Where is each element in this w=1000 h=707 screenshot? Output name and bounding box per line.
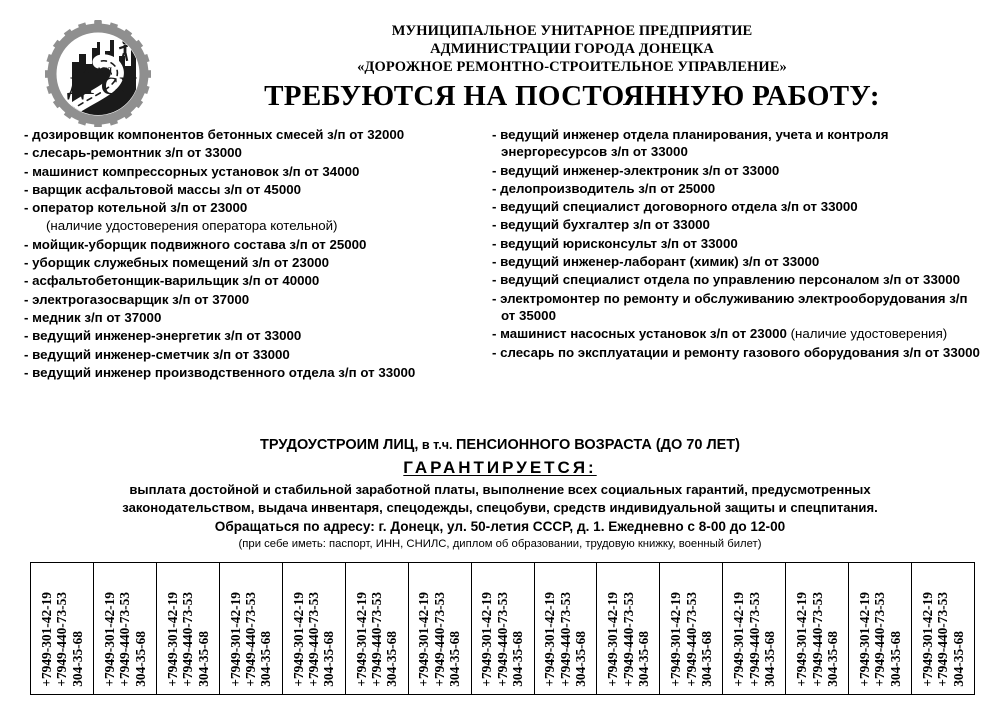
- tear-off-tab[interactable]: [346, 563, 409, 694]
- tear-off-tab[interactable]: [31, 563, 94, 694]
- tear-off-phone-1: 304-35-68: [824, 631, 840, 687]
- contact-address: Обращаться по адресу: г. Донецк, ул. 50-летия СССР, д. 1. Ежедневно с 8-00 до 12-00: [214, 519, 786, 534]
- tear-off-tabs-row: [30, 562, 975, 695]
- tear-off-phone-2: +7949-440-73-53: [683, 592, 699, 687]
- tear-off-tab[interactable]: [786, 563, 849, 694]
- logo-small-text: МУП АГД: [74, 66, 113, 75]
- tear-off-phone-1: 304-35-68: [69, 631, 85, 687]
- tear-off-phone-1: 304-35-68: [195, 631, 211, 687]
- vacancy-subnote: (наличие удостоверения оператора котельной): [46, 218, 338, 234]
- tear-off-phone-2: +7949-440-73-53: [809, 592, 825, 687]
- tear-off-phone-2: +7949-440-73-53: [872, 592, 888, 687]
- vacancy-item: - уборщик служебных помещений з/п от 23000: [24, 255, 330, 271]
- tear-off-phone-2: +7949-440-73-53: [620, 592, 636, 687]
- logo-large-text: ДРСУ: [67, 73, 138, 100]
- vacancy-item: - асфальтобетонщик-варильщик з/п от 40000: [24, 273, 320, 289]
- vacancy-item: - дозировщик компонентов бетонных смесей з/п от 32000: [24, 127, 405, 142]
- tear-off-phone-3: +7949-301-42-19: [290, 592, 306, 687]
- tear-off-phone-2: +7949-440-73-53: [306, 592, 322, 687]
- vacancy-item: - электрогазосварщик з/п от 37000: [24, 291, 250, 307]
- employment-prefix: ТРУДОУСТРОИМ ЛИЦ,: [260, 437, 419, 453]
- tear-off-phone-3: +7949-301-42-19: [794, 592, 810, 687]
- tear-off-phone-2: +7949-440-73-53: [243, 592, 259, 687]
- tear-off-phone-1: 304-35-68: [887, 631, 903, 687]
- org-line-3: «ДОРОЖНОЕ РЕМОНТНО-СТРОИТЕЛЬНОЕ УПРАВЛЕНИЕ»: [357, 59, 787, 75]
- guarantee-body-line-2: законодательством, выдача инвентаря, спецодежды, спецобуви, средств индивидуальной защиты и спецпитания.: [122, 499, 878, 515]
- vacancy-item: - делопроизводитель з/п от 25000: [492, 180, 716, 196]
- vacancy-item: - слесарь по эксплуатации и ремонту газового оборудования з/п от 33000: [492, 344, 980, 360]
- tear-off-phone-1: 304-35-68: [699, 631, 715, 687]
- drsu-gear-logo-icon: [39, 18, 157, 130]
- tear-off-phone-3: +7949-301-42-19: [731, 592, 747, 687]
- tear-off-phone-3: +7949-301-42-19: [164, 592, 180, 687]
- vacancy-column-left: [24, 126, 486, 430]
- tear-off-tab[interactable]: [283, 563, 346, 694]
- tear-off-tab[interactable]: [849, 563, 912, 694]
- tear-off-phone-3: +7949-301-42-19: [353, 592, 369, 687]
- guarantee-block: [0, 430, 1000, 552]
- guaranteed-title: ГАРАНТИРУЕТСЯ:: [403, 458, 597, 477]
- vacancy-item: - варщик асфальтовой массы з/п от 45000: [24, 181, 302, 197]
- tear-off-phone-2: +7949-440-73-53: [494, 592, 510, 687]
- tear-off-tab[interactable]: [660, 563, 723, 694]
- vacancy-item: - ведущий инженер-энергетик з/п от 33000: [24, 328, 302, 344]
- vacancy-item: - машинист компрессорных установок з/п от 34000: [24, 163, 360, 179]
- vacancy-item: - электромонтер по ремонту и обслуживанию электрооборудования з/п от 35000: [492, 290, 968, 323]
- vacancy-item: - ведущий специалист отдела по управлению персоналом з/п от 33000: [492, 272, 961, 288]
- tear-off-phone-1: 304-35-68: [636, 631, 652, 687]
- vacancy-item: - ведущий инженер-сметчик з/п от 33000: [24, 346, 290, 362]
- tear-off-phone-1: 304-35-68: [761, 631, 777, 687]
- employment-small: в т.ч.: [418, 438, 456, 452]
- employment-notice: [30, 436, 970, 455]
- logo-container: [28, 12, 168, 130]
- vacancy-column-right: [486, 126, 984, 430]
- vacancy-item: - ведущий специалист договорного отдела з/п от 33000: [492, 199, 858, 215]
- vacancy-item: - ведущий юрисконсульт з/п от 33000: [492, 235, 738, 251]
- tear-off-tab[interactable]: [157, 563, 220, 694]
- tear-off-phone-2: +7949-440-73-53: [368, 592, 384, 687]
- tear-off-phone-3: +7949-301-42-19: [668, 592, 684, 687]
- tear-off-phone-3: +7949-301-42-19: [479, 592, 495, 687]
- vacancy-item: - ведущий инженер отдела планирования, учета и контроля энергоресурсов з/п от 33000: [492, 127, 889, 160]
- tear-off-tab[interactable]: [409, 563, 472, 694]
- tear-off-phone-1: 304-35-68: [573, 631, 589, 687]
- vacancy-item: - оператор котельной з/п от 23000: [24, 200, 248, 216]
- tear-off-phone-1: 304-35-68: [510, 631, 526, 687]
- tear-off-phone-3: +7949-301-42-19: [605, 592, 621, 687]
- tear-off-phone-1: 304-35-68: [447, 631, 463, 687]
- flyer-header: [0, 0, 1000, 120]
- vacancy-text: - машинист насосных установок з/п от 23000: [492, 326, 791, 342]
- vacancy-columns: [0, 120, 1000, 430]
- tear-off-tab[interactable]: [472, 563, 535, 694]
- vacancy-item: - медник з/п от 37000: [24, 309, 162, 325]
- tear-off-tab[interactable]: [535, 563, 598, 694]
- tear-off-phone-2: +7949-440-73-53: [180, 592, 196, 687]
- tear-off-phone-3: +7949-301-42-19: [416, 592, 432, 687]
- tear-off-tab[interactable]: [94, 563, 157, 694]
- vacancy-item: - ведущий инженер-лаборант (химик) з/п от 33000: [492, 254, 820, 270]
- tear-off-phone-2: +7949-440-73-53: [935, 592, 951, 687]
- vacancy-item: - мойщик-уборщик подвижного состава з/п от 25000: [24, 236, 367, 252]
- tear-off-phone-2: +7949-440-73-53: [117, 592, 133, 687]
- header-text-block: [168, 12, 986, 113]
- tear-off-phone-3: +7949-301-42-19: [38, 592, 54, 687]
- page-title: ТРЕБУЮТСЯ НА ПОСТОЯННУЮ РАБОТУ:: [264, 80, 880, 112]
- tear-off-phone-1: 304-35-68: [950, 631, 966, 687]
- org-line-2: АДМИНИСТРАЦИИ ГОРОДА ДОНЕЦКА: [430, 41, 714, 57]
- tear-off-phone-2: +7949-440-73-53: [431, 592, 447, 687]
- tear-off-phone-3: +7949-301-42-19: [857, 592, 873, 687]
- tear-off-tab[interactable]: [912, 563, 975, 694]
- vacancy-item: [492, 325, 984, 342]
- tear-off-phone-1: 304-35-68: [384, 631, 400, 687]
- tear-off-phone-3: +7949-301-42-19: [101, 592, 117, 687]
- tear-off-phone-1: 304-35-68: [132, 631, 148, 687]
- tear-off-phone-3: +7949-301-42-19: [227, 592, 243, 687]
- tear-off-phone-1: 304-35-68: [321, 631, 337, 687]
- vacancy-note: (наличие удостоверения): [790, 326, 948, 342]
- tear-off-phone-2: +7949-440-73-53: [746, 592, 762, 687]
- vacancy-item: - ведущий инженер-электроник з/п от 33000: [492, 162, 780, 178]
- tear-off-phone-1: 304-35-68: [258, 631, 274, 687]
- vacancy-item: - слесарь-ремонтник з/п от 33000: [24, 145, 242, 161]
- org-line-1: МУНИЦИПАЛЬНОЕ УНИТАРНОЕ ПРЕДПРИЯТИЕ: [391, 23, 753, 39]
- tear-off-phone-2: +7949-440-73-53: [54, 592, 70, 687]
- tear-off-tab[interactable]: [220, 563, 283, 694]
- tear-off-phone-3: +7949-301-42-19: [919, 592, 935, 687]
- tear-off-tab[interactable]: [723, 563, 786, 694]
- vacancy-item: - ведущий инженер производственного отдела з/п от 33000: [24, 364, 416, 380]
- guarantee-body-line-1: выплата достойной и стабильной заработной платы, выполнение всех социальных гарантий, предусмотренных: [129, 482, 871, 497]
- tear-off-tab[interactable]: [597, 563, 660, 694]
- vacancy-item: - ведущий бухгалтер з/п от 33000: [492, 217, 710, 233]
- tear-off-phone-2: +7949-440-73-53: [557, 592, 573, 687]
- tear-off-phone-3: +7949-301-42-19: [542, 592, 558, 687]
- employment-suffix: ПЕНСИОННОГО ВОЗРАСТА (ДО 70 ЛЕТ): [456, 437, 740, 453]
- required-documents: (при себе иметь: паспорт, ИНН, СНИЛС, диплом об образовании, трудовую книжку, военный билет): [238, 538, 762, 550]
